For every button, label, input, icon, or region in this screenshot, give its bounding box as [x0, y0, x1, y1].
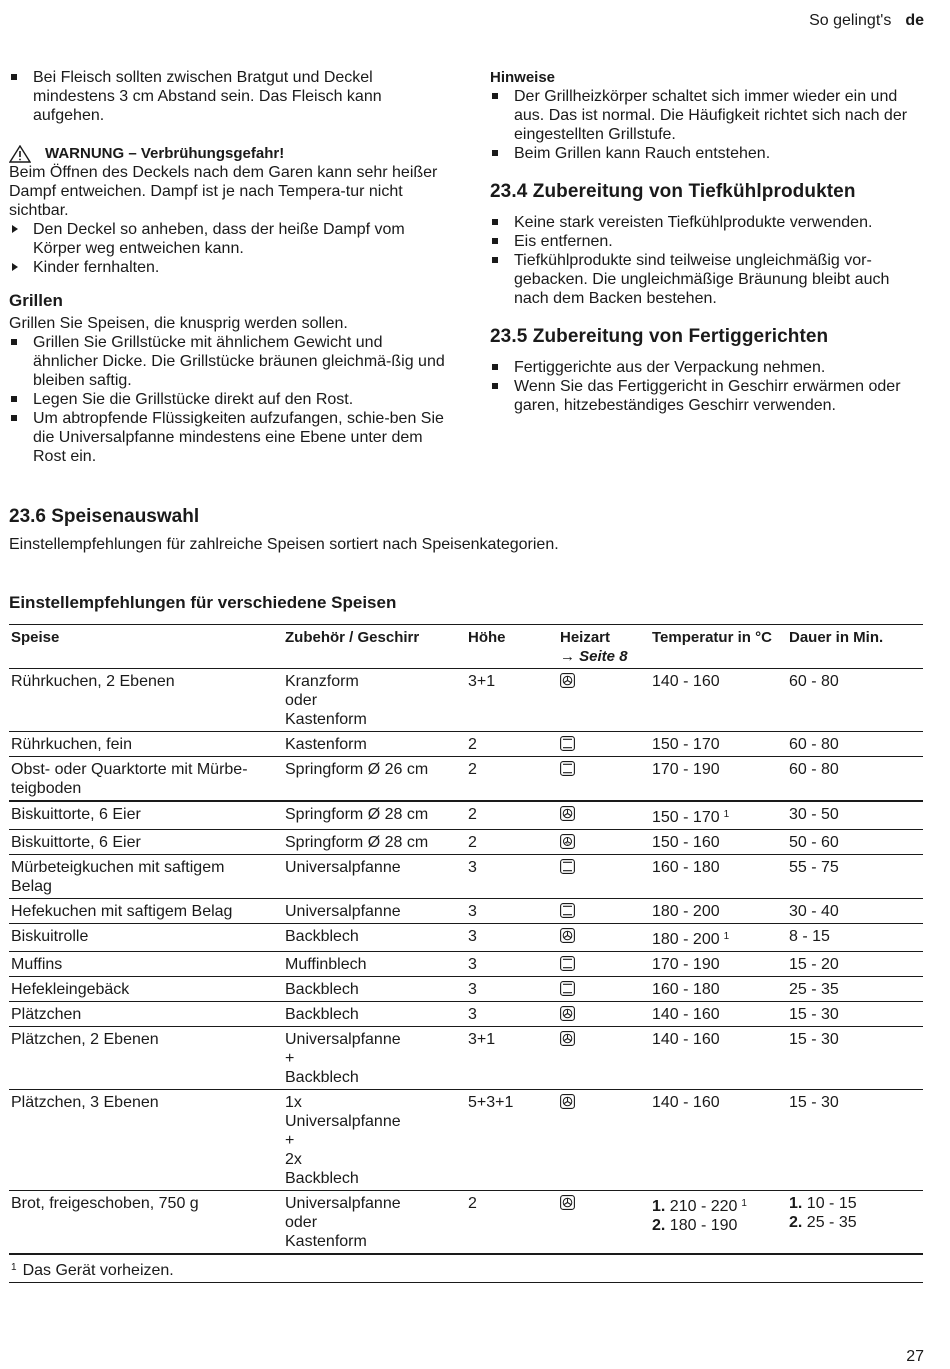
- cell-speise: Plätzchen: [11, 1006, 82, 1023]
- meat-bullets: [9, 68, 449, 125]
- section-23-6-heading: 23.6 Speisenauswahl: [9, 506, 200, 527]
- col-header-zubehoer: Zubehör / Geschirr: [283, 625, 466, 669]
- warning-icon: [9, 145, 31, 163]
- cell-heizart: [558, 830, 650, 855]
- notes-heading: Hinweise: [490, 69, 556, 86]
- fan-icon: [560, 806, 575, 821]
- cell-heizart: [558, 1027, 650, 1090]
- cell-zubehoer: Universalpfanne: [285, 903, 401, 920]
- header-lang: de: [905, 12, 924, 29]
- dauer-step-2: [789, 1213, 921, 1232]
- fan-icon: [560, 1195, 575, 1210]
- table-row: [9, 757, 923, 802]
- list-item: Um abtropfende Flüssigkeiten aufzufangen, schie-ben Sie die Universalpfanne mindestens eine Ebene unter dem Rost ein.: [9, 409, 449, 466]
- grill-bullets: [9, 333, 449, 466]
- fan-icon: [560, 1006, 575, 1021]
- top-bottom-heat-icon: [560, 981, 575, 996]
- ready-meal-bullets: [490, 358, 925, 415]
- warning-title: WARNUNG – Verbrühungsgefahr!: [45, 145, 285, 162]
- cell-temp: 170 - 190: [652, 956, 720, 973]
- cell-hoehe: 3: [468, 1006, 477, 1023]
- temp-value: 150 - 170: [652, 809, 720, 826]
- cell-temp: [650, 1191, 787, 1255]
- header-section: So gelingt's: [809, 12, 892, 29]
- table-row: [9, 830, 923, 855]
- temp-value: 210 - 220: [669, 1198, 738, 1215]
- cell-hoehe: 5+3+1: [468, 1094, 514, 1111]
- table-row: [9, 977, 923, 1002]
- temp-step-1: [652, 1194, 785, 1216]
- cell-dauer: 30 - 40: [789, 903, 839, 920]
- top-bottom-heat-icon: [560, 736, 575, 751]
- table-footnote: [9, 1254, 923, 1283]
- cell-heizart: [558, 924, 650, 952]
- cell-zubehoer: Universalpfanne oder Kastenform: [285, 1195, 401, 1250]
- cell-heizart: [558, 1191, 650, 1255]
- cell-temp: 150 - 170: [652, 736, 720, 753]
- fan-icon: [560, 1094, 575, 1109]
- list-item: Eis entfernen.: [490, 232, 925, 251]
- warning-heading: [9, 144, 449, 163]
- table-row: [9, 801, 923, 830]
- page-ref: Seite 8: [579, 648, 628, 665]
- cell-temp: [650, 801, 787, 830]
- cell-hoehe: 2: [468, 761, 477, 778]
- temp-value: 180 - 200: [652, 931, 720, 948]
- temp-value: 180 - 190: [669, 1217, 738, 1234]
- top-bottom-heat-icon: [560, 903, 575, 918]
- settings-table: [9, 624, 923, 1283]
- list-item: Der Grillheizkörper schaltet sich immer wieder ein und aus. Das ist normal. Die Häufigkeit richtet sich nach der eingestellten Grillstufe.: [490, 87, 925, 144]
- col-header-speise: Speise: [9, 625, 283, 669]
- cell-temp: 160 - 180: [652, 859, 720, 876]
- cell-speise: Biskuitrolle: [11, 928, 89, 945]
- list-item: Beim Grillen kann Rauch entstehen.: [490, 144, 925, 163]
- cell-speise: Plätzchen, 2 Ebenen: [11, 1031, 159, 1048]
- col-header-hoehe: Höhe: [466, 625, 558, 669]
- cell-speise: Hefekuchen mit saftigem Belag: [11, 903, 233, 920]
- cell-dauer: 25 - 35: [789, 981, 839, 998]
- cell-dauer: 50 - 60: [789, 834, 839, 851]
- table-row: [9, 669, 923, 732]
- cell-dauer: 8 - 15: [789, 928, 830, 945]
- list-item: Legen Sie die Grillstücke direkt auf den Rost.: [9, 390, 449, 409]
- footnote-ref: 1: [741, 1198, 747, 1209]
- cell-heizart: [558, 977, 650, 1002]
- grill-heading: Grillen: [9, 291, 63, 310]
- cell-dauer: [787, 1191, 923, 1255]
- notes-list: [490, 87, 925, 163]
- cell-hoehe: 3: [468, 928, 477, 945]
- cell-heizart: [558, 899, 650, 924]
- table-row: [9, 855, 923, 899]
- cell-temp: 140 - 160: [652, 673, 720, 690]
- cell-speise: Mürbeteigkuchen mit saftigem Belag: [11, 859, 225, 895]
- eco-fan-icon: [560, 834, 575, 849]
- cell-zubehoer: 1x Universalpfanne + 2x Backblech: [285, 1094, 401, 1187]
- dauer-value: 25 - 35: [806, 1214, 857, 1231]
- list-item: Grillen Sie Grillstücke mit ähnlichem Gewicht und ähnlicher Dicke. Die Grillstücke bräunen gleichmä-ßig und bleiben saftig.: [9, 333, 449, 390]
- cell-heizart: [558, 1090, 650, 1191]
- cell-hoehe: 2: [468, 736, 477, 753]
- fan-icon: [560, 1031, 575, 1046]
- cell-hoehe: 2: [468, 834, 477, 851]
- col-header-temp: Temperatur in °C: [650, 625, 787, 669]
- cell-hoehe: 2: [468, 806, 477, 823]
- cell-speise: Biskuittorte, 6 Eier: [11, 806, 141, 823]
- table-header-row: [9, 625, 923, 669]
- cell-dauer: 60 - 80: [789, 736, 839, 753]
- table-row: [9, 899, 923, 924]
- page-number: 27: [906, 1348, 924, 1365]
- cell-zubehoer: Backblech: [285, 928, 359, 945]
- cell-hoehe: 2: [468, 1195, 477, 1212]
- cell-speise: Muffins: [11, 956, 63, 973]
- section-23-6-intro: Einstellempfehlungen für zahlreiche Speisen sortiert nach Speisenkategorien.: [9, 536, 559, 553]
- cell-zubehoer: Kastenform: [285, 736, 367, 753]
- cell-temp: 180 - 200: [652, 903, 720, 920]
- table-row: [9, 1090, 923, 1191]
- list-item: Fertiggerichte aus der Verpackung nehmen.: [490, 358, 925, 377]
- cell-hoehe: 3+1: [468, 1031, 496, 1048]
- list-item: Wenn Sie das Fertiggericht in Geschirr erwärmen oder garen, hitzebeständiges Geschirr verwenden.: [490, 377, 925, 415]
- table-row: [9, 952, 923, 977]
- cell-zubehoer: Muffinblech: [285, 956, 367, 973]
- cell-hoehe: 3: [468, 981, 477, 998]
- left-column: [9, 68, 449, 466]
- cell-dauer: 60 - 80: [789, 673, 839, 690]
- cell-zubehoer: Kranzform oder Kastenform: [285, 673, 367, 728]
- cell-heizart: [558, 757, 650, 802]
- col-header-heizart: [558, 625, 650, 669]
- cell-heizart: [558, 732, 650, 757]
- col-header-dauer: Dauer in Min.: [787, 625, 923, 669]
- cell-heizart: [558, 1002, 650, 1027]
- list-item: Tiefkühlprodukte sind teilweise ungleichmäßig vor-gebacken. Die ungleichmäßige Bräunung bleibt auch nach dem Backen bestehen.: [490, 251, 925, 308]
- dauer-value: 10 - 15: [806, 1195, 857, 1212]
- heizart-label: Heizart: [560, 629, 611, 646]
- table-row: [9, 1191, 923, 1255]
- cell-heizart: [558, 669, 650, 732]
- footnote-mark: 1: [11, 1262, 17, 1273]
- top-bottom-heat-icon: [560, 859, 575, 874]
- warning-text: Beim Öffnen des Deckels nach dem Garen kann sehr heißer Dampf entweichen. Dampf ist je nach Tempera-tur nicht sichtbar.: [9, 164, 438, 219]
- top-bottom-heat-icon: [560, 956, 575, 971]
- list-item: Den Deckel so anheben, dass der heiße Dampf vom Körper weg entweichen kann.: [9, 220, 449, 258]
- cell-zubehoer: Springform Ø 26 cm: [285, 761, 429, 778]
- section-23-5-heading: 23.5 Zubereitung von Fertiggerichten: [490, 326, 829, 347]
- table-footnote-row: [9, 1254, 923, 1283]
- table-row: [9, 924, 923, 952]
- temp-step-2: [652, 1216, 785, 1235]
- cell-dauer: 15 - 30: [789, 1031, 839, 1048]
- grill-intro: Grillen Sie Speisen, die knusprig werden sollen.: [9, 315, 348, 332]
- cell-temp: [650, 924, 787, 952]
- cell-heizart: [558, 952, 650, 977]
- cell-dauer: 30 - 50: [789, 806, 839, 823]
- cell-dauer: 15 - 30: [789, 1006, 839, 1023]
- list-item: Kinder fernhalten.: [9, 258, 449, 277]
- cell-temp: 150 - 160: [652, 834, 720, 851]
- cell-speise: Brot, freigeschoben, 750 g: [11, 1195, 199, 1212]
- cell-hoehe: 3: [468, 903, 477, 920]
- step-number: 1.: [789, 1195, 803, 1212]
- cell-dauer: 15 - 20: [789, 956, 839, 973]
- right-column: [490, 68, 925, 415]
- cell-speise: Rührkuchen, fein: [11, 736, 132, 753]
- cell-zubehoer: Universalpfanne: [285, 859, 401, 876]
- frozen-bullets: [490, 213, 925, 308]
- cell-speise: Obst- oder Quarktorte mit Mürbe- teigboden: [11, 761, 248, 797]
- step-number: 1.: [652, 1198, 666, 1215]
- cell-dauer: 55 - 75: [789, 859, 839, 876]
- cell-heizart: [558, 855, 650, 899]
- table-row: [9, 1002, 923, 1027]
- cell-hoehe: 3: [468, 859, 477, 876]
- heizart-page-link[interactable]: [560, 647, 648, 666]
- list-item: Keine stark vereisten Tiefkühlprodukte verwenden.: [490, 213, 925, 232]
- section-23-4-heading: 23.4 Zubereitung von Tiefkühlprodukten: [490, 181, 856, 202]
- cell-zubehoer: Springform Ø 28 cm: [285, 806, 429, 823]
- page-header: [809, 12, 924, 30]
- cell-temp: 140 - 160: [652, 1006, 720, 1023]
- arrow-right-icon: →: [560, 648, 575, 665]
- cell-speise: Rührkuchen, 2 Ebenen: [11, 673, 175, 690]
- cell-zubehoer: Universalpfanne + Backblech: [285, 1031, 401, 1086]
- dauer-step-1: [789, 1194, 921, 1213]
- cell-zubehoer: Backblech: [285, 981, 359, 998]
- fan-icon: [560, 928, 575, 943]
- cell-zubehoer: Backblech: [285, 1006, 359, 1023]
- footnote-text: Das Gerät vorheizen.: [22, 1262, 174, 1279]
- footnote-ref: 1: [723, 809, 730, 820]
- cell-dauer: 60 - 80: [789, 761, 839, 778]
- table-row: [9, 732, 923, 757]
- fan-icon: [560, 673, 575, 688]
- cell-hoehe: 3: [468, 956, 477, 973]
- step-number: 2.: [789, 1214, 803, 1231]
- step-number: 2.: [652, 1217, 666, 1234]
- cell-temp: 160 - 180: [652, 981, 720, 998]
- cell-temp: 140 - 160: [652, 1031, 720, 1048]
- cell-temp: 140 - 160: [652, 1094, 720, 1111]
- cell-dauer: 15 - 30: [789, 1094, 839, 1111]
- cell-speise: Hefekleingebäck: [11, 981, 130, 998]
- cell-speise: Plätzchen, 3 Ebenen: [11, 1094, 159, 1111]
- cell-heizart: [558, 801, 650, 830]
- cell-temp: 170 - 190: [652, 761, 720, 778]
- footnote-ref: 1: [723, 931, 730, 942]
- warning-steps: [9, 220, 449, 277]
- list-item: Bei Fleisch sollten zwischen Bratgut und Deckel mindestens 3 cm Abstand sein. Das Fleisch kann aufgehen.: [9, 68, 449, 125]
- table-row: [9, 1027, 923, 1090]
- table-title: Einstellempfehlungen für verschiedene Speisen: [9, 593, 397, 612]
- cell-speise: Biskuittorte, 6 Eier: [11, 834, 141, 851]
- cell-hoehe: 3+1: [468, 673, 496, 690]
- cell-zubehoer: Springform Ø 28 cm: [285, 834, 429, 851]
- top-bottom-heat-icon: [560, 761, 575, 776]
